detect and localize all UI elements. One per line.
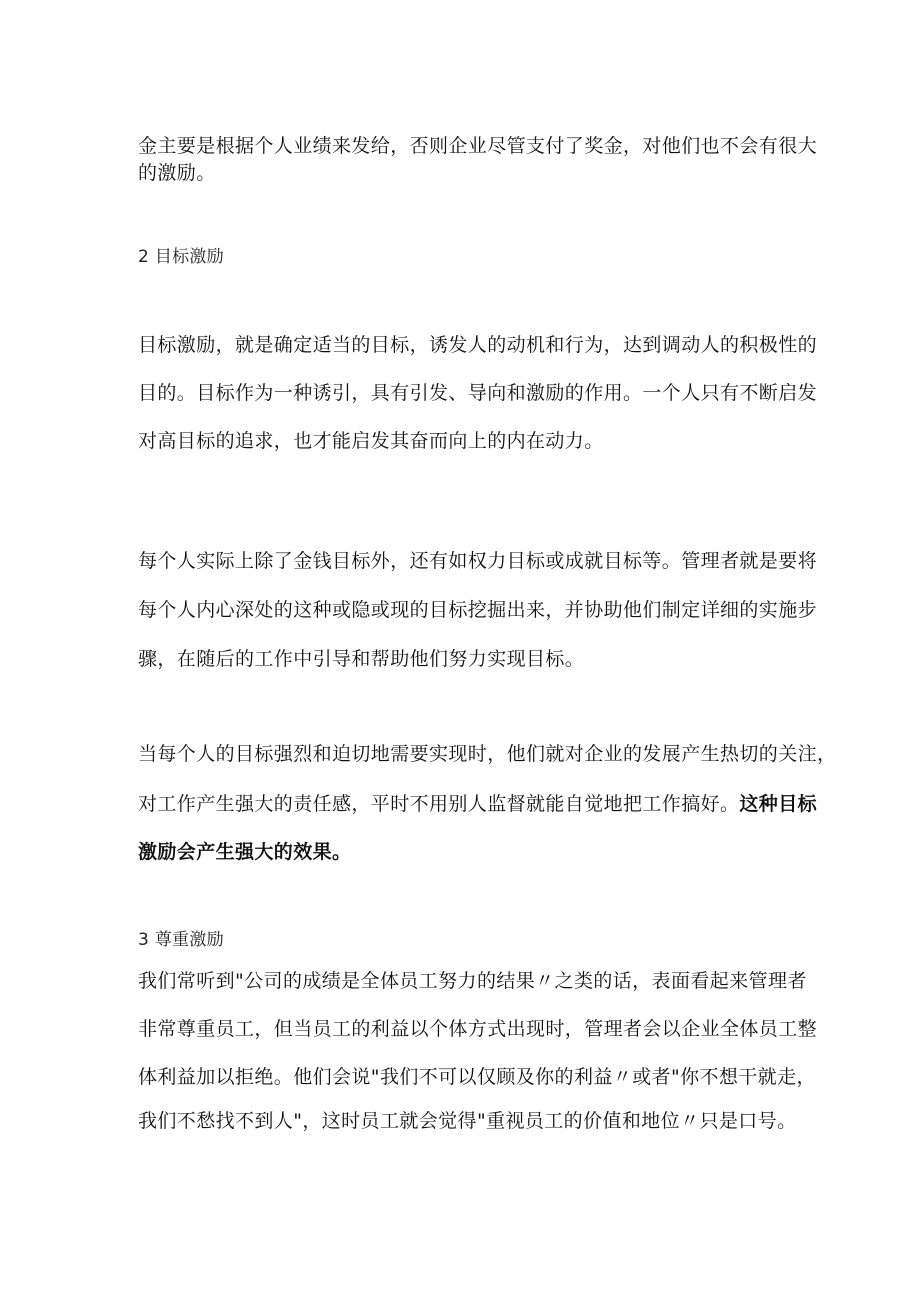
section-2-p3-line-3: 激励会产生强大的效果。 <box>138 841 352 863</box>
section-3-p1-line-2: 非常尊重员工，但当员工的利益以个体方式出现时，管理者会以企业全体员工整 <box>138 1018 818 1040</box>
section-2-heading: 2 目标激励 <box>138 247 225 267</box>
section-3-p1-line-1: 我们常听到"公司的成绩是全体员工努力的结果〃之类的话，表面看起来管理者 <box>138 970 807 992</box>
section-2-p3-line-2-text: 对工作产生强大的责任感，平时不用别人监督就能自觉地把工作搞好。 <box>138 793 740 815</box>
intro-line-1: 金主要是根据个人业绩来发给，否则企业尽管支付了奖金，对他们也不会有很大 <box>138 135 818 157</box>
section-2-p1-line-3: 对高目标的追求，也才能启发其奋而向上的内在动力。 <box>138 430 604 452</box>
section-2-p3-emphasis: 这种目标 <box>739 793 818 815</box>
section-2-p2-line-1: 每个人实际上除了金钱目标外，还有如权力目标或成就目标等。管理者就是要将 <box>138 550 818 572</box>
section-2-p3-line-1: 当每个人的目标强烈和迫切地需要实现时，他们就对企业的发展产生热切的关注， <box>138 743 837 765</box>
intro-line-2: 的激励。 <box>138 162 216 184</box>
section-3-p1-line-3: 体利益加以拒绝。他们会说"我们不可以仅顾及你的利益〃或者"你不想干就走， <box>138 1066 816 1088</box>
section-3-p1-line-4: 我们不愁找不到人"，这时员工就会觉得"重视员工的价值和地位〃只是口号。 <box>138 1110 797 1132</box>
section-2-p1-line-1: 目标激励，就是确定适当的目标，诱发人的动机和行为，达到调动人的积极性的 <box>138 334 818 356</box>
section-2-p1-line-2: 目的。目标作为一种诱引，具有引发、导向和激励的作用。一个人只有不断启发 <box>138 382 818 404</box>
section-2-p2-line-2: 每个人内心深处的这种或隐或现的目标挖掘出来，并协助他们制定详细的实施步 <box>138 599 818 621</box>
section-2-p3-line-2 <box>138 795 817 814</box>
section-2-p2-line-3: 骤，在随后的工作中引导和帮助他们努力实现目标。 <box>138 648 585 670</box>
section-3-heading: 3 尊重激励 <box>138 930 225 950</box>
